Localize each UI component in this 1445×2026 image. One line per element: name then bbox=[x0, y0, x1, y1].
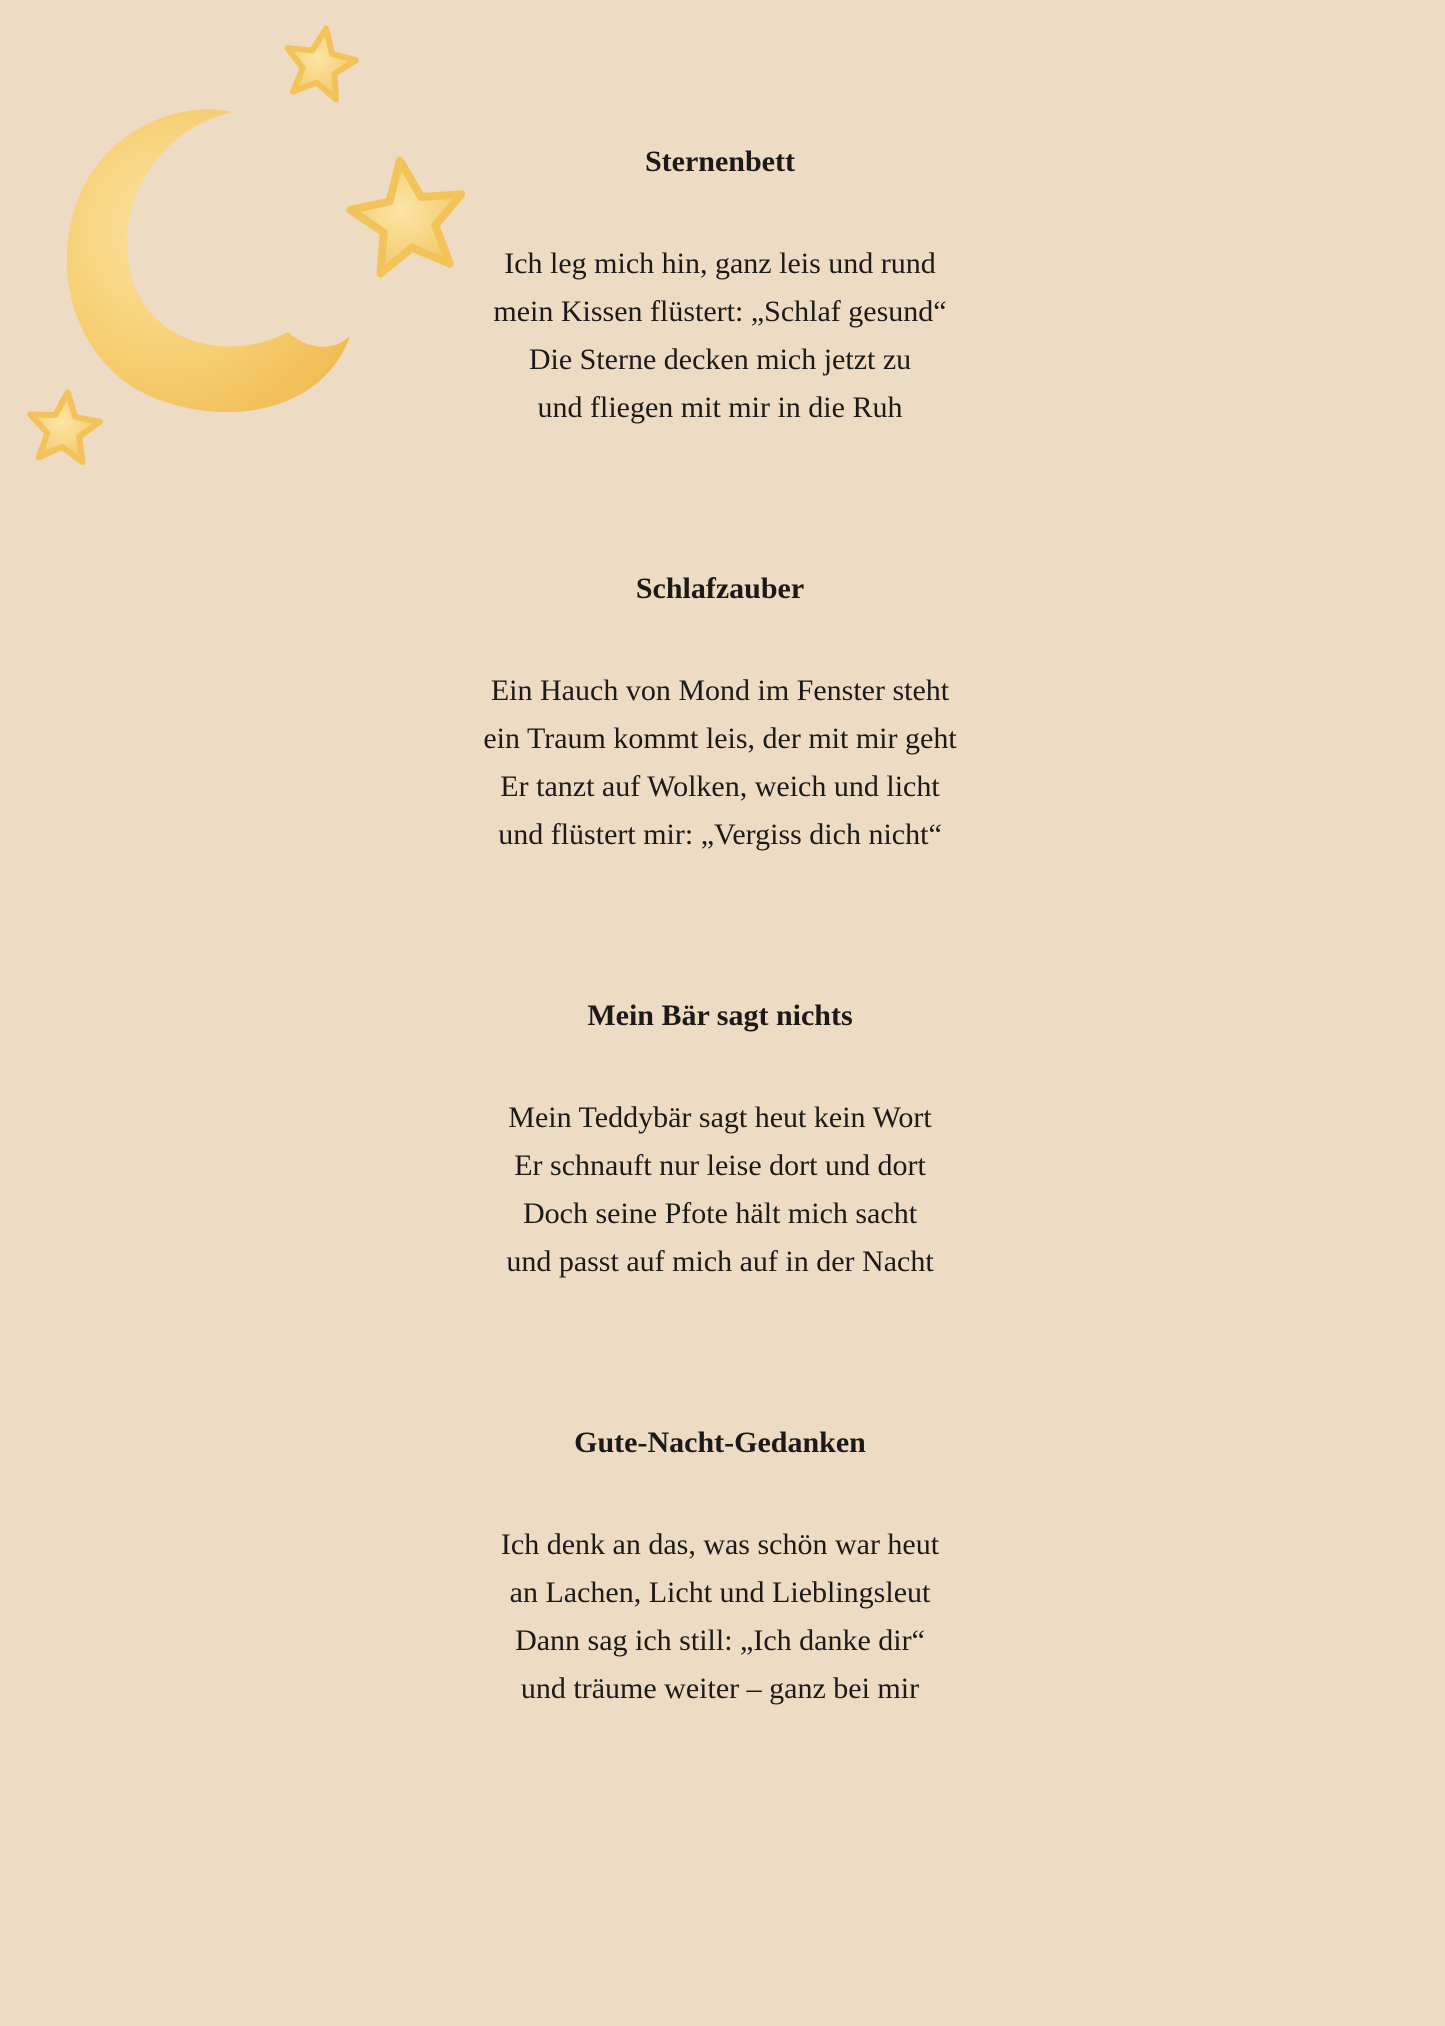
poem-title: Gute-Nacht-Gedanken bbox=[574, 1426, 866, 1459]
poem-verse bbox=[420, 240, 1020, 432]
poem-line: und träume weiter – ganz bei mir bbox=[520, 1672, 920, 1705]
poem-title: Sternenbett bbox=[645, 145, 795, 178]
poem-line: an Lachen, Licht und Lieblingsleut bbox=[509, 1576, 931, 1609]
poem-line: Dann sag ich still: „Ich danke dir“ bbox=[515, 1624, 925, 1657]
poem-schlafzauber bbox=[420, 571, 1020, 851]
poem-line: Doch seine Pfote hält mich sacht bbox=[522, 1197, 918, 1230]
poem-line: Ein Hauch von Mond im Fenster steht bbox=[490, 674, 950, 707]
poem-verse bbox=[420, 1094, 1020, 1286]
poem-title: Schlafzauber bbox=[635, 572, 805, 605]
moon-icon bbox=[67, 109, 350, 412]
poem-line: Er tanzt auf Wolken, weich und licht bbox=[500, 770, 940, 803]
star-icon bbox=[280, 22, 361, 101]
poem-line: Die Sterne decken mich jetzt zu bbox=[528, 343, 912, 376]
poem-line: mein Kissen flüstert: „Schlaf gesund“ bbox=[493, 295, 947, 328]
poem-line: Er schnauft nur leise dort und dort bbox=[514, 1149, 926, 1182]
poem-line: und passt auf mich auf in der Nacht bbox=[506, 1245, 934, 1278]
poem-mein-baer-sagt-nichts bbox=[420, 998, 1020, 1278]
poem-line: Mein Teddybär sagt heut kein Wort bbox=[508, 1101, 932, 1134]
poem-line: und flüstert mir: „Vergiss dich nicht“ bbox=[498, 818, 942, 851]
poem-verse bbox=[420, 1521, 1020, 1713]
star-icon bbox=[26, 389, 103, 464]
poem-gute-nacht-gedanken bbox=[420, 1425, 1020, 1705]
poem-verse bbox=[420, 667, 1020, 859]
poem-sternenbett bbox=[420, 144, 1020, 424]
poem-title: Mein Bär sagt nichts bbox=[587, 999, 853, 1032]
poem-line: Ich leg mich hin, ganz leis und rund bbox=[504, 247, 936, 280]
poem-line: Ich denk an das, was schön war heut bbox=[500, 1528, 940, 1561]
poem-line: ein Traum kommt leis, der mit mir geht bbox=[483, 722, 957, 755]
poem-line: und fliegen mit mir in die Ruh bbox=[537, 391, 903, 424]
